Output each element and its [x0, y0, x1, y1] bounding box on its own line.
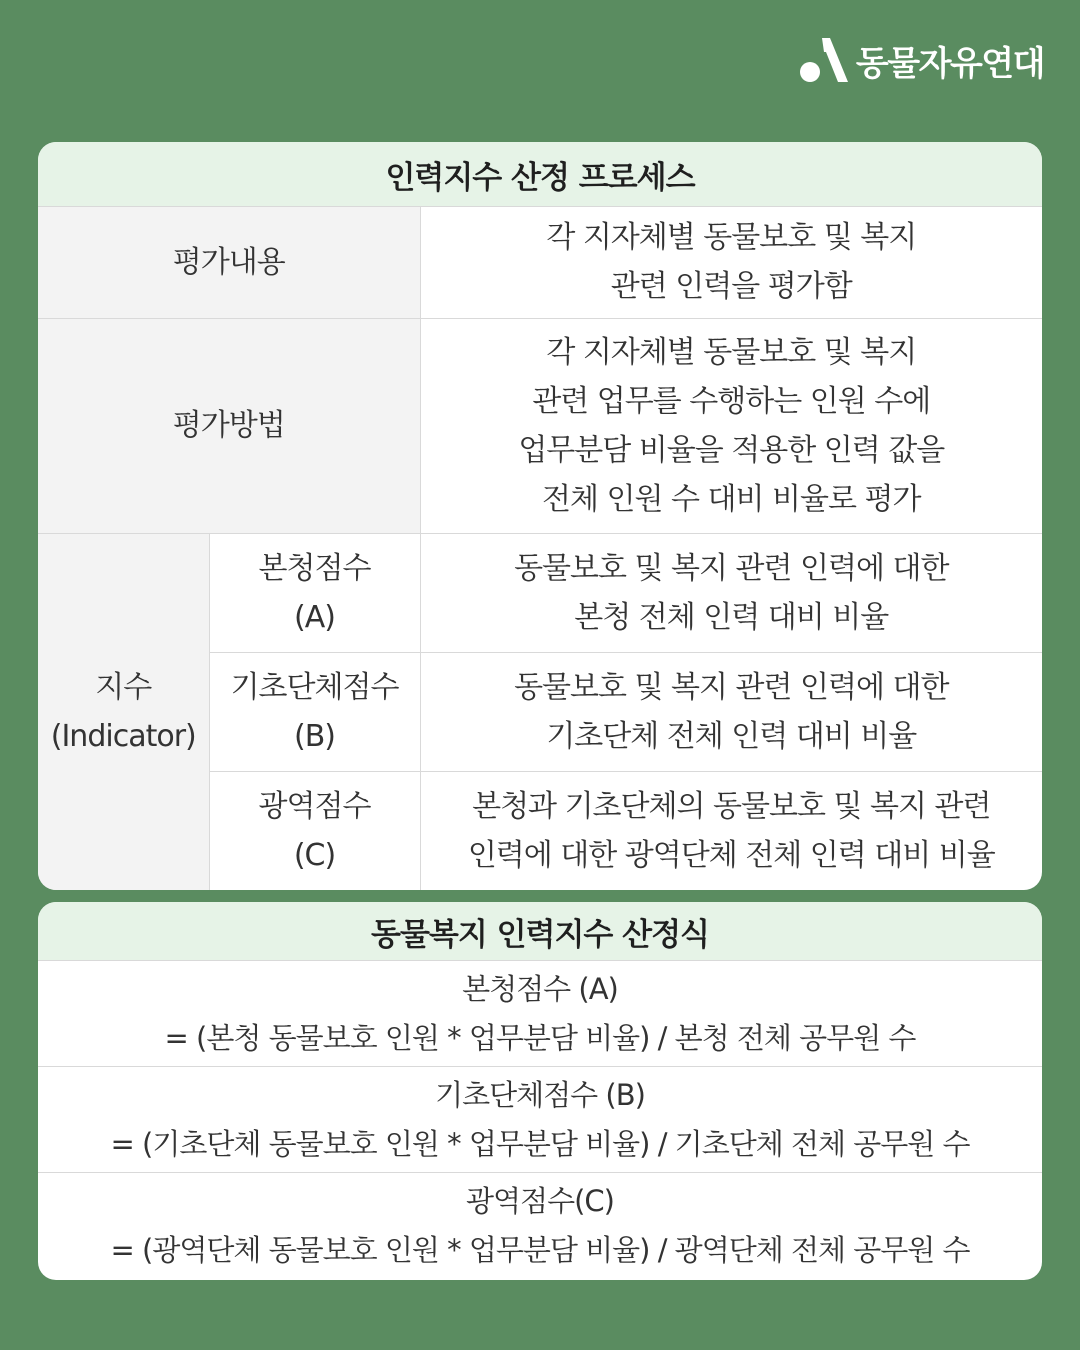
process-title: 인력지수 산정 프로세스 — [38, 142, 1042, 207]
table-row — [38, 318, 1042, 533]
row-label-eval-content: 평가내용 — [38, 207, 420, 318]
row-description-eval-content: 각 지자체별 동물보호 및 복지 관련 인력을 평가함 — [420, 207, 1042, 318]
indicator-name-c: 광역점수 (C) — [209, 771, 420, 890]
formula-row-b — [38, 1066, 1042, 1172]
kara-logo-icon — [798, 34, 850, 86]
process-card — [38, 142, 1042, 890]
indicator-description-c: 본청과 기초단체의 동물보호 및 복지 관련 인력에 대한 광역단체 전체 인력 대비 비율 — [420, 771, 1042, 890]
formula-name: 기초단체점수 (B) — [435, 1077, 645, 1112]
formula-expression: = (본청 동물보호 인원 * 업무분담 비율) / 본청 전체 공무원 수 — [164, 1020, 916, 1055]
brand-name: 동물자유연대 — [855, 43, 1044, 84]
formula-row-c — [38, 1172, 1042, 1278]
indicator-name-b: 기초단체점수 (B) — [209, 652, 420, 771]
indicator-description-b: 동물보호 및 복지 관련 인력에 대한 기초단체 전체 인력 대비 비율 — [420, 652, 1042, 771]
formula-name: 본청점수 (A) — [462, 971, 618, 1006]
indicator-label: 지수 (Indicator) — [38, 533, 209, 890]
formula-expression: = (기초단체 동물보호 인원 * 업무분담 비율) / 기초단체 전체 공무원 수 — [110, 1126, 970, 1161]
formula-title: 동물복지 인력지수 산정식 — [38, 902, 1042, 961]
formula-row-a — [38, 961, 1042, 1066]
formula-list — [38, 961, 1042, 1278]
formula-expression: = (광역단체 동물보호 인원 * 업무분담 비율) / 광역단체 전체 공무원 수 — [110, 1232, 970, 1267]
row-description-eval-method: 각 지자체별 동물보호 및 복지 관련 업무를 수행하는 인원 수에 업무분담 비율을 적용한 인력 값을 전체 인원 수 대비 비율로 평가 — [420, 318, 1042, 533]
table-row — [38, 207, 1042, 318]
process-table — [38, 207, 1042, 890]
formula-name: 광역점수(C) — [466, 1183, 614, 1218]
formula-card — [38, 902, 1042, 1280]
row-label-eval-method: 평가방법 — [38, 318, 420, 533]
table-row — [38, 533, 1042, 652]
indicator-description-a: 동물보호 및 복지 관련 인력에 대한 본청 전체 인력 대비 비율 — [420, 533, 1042, 652]
brand-logo[interactable] — [798, 34, 1044, 86]
indicator-name-a: 본청점수 (A) — [209, 533, 420, 652]
